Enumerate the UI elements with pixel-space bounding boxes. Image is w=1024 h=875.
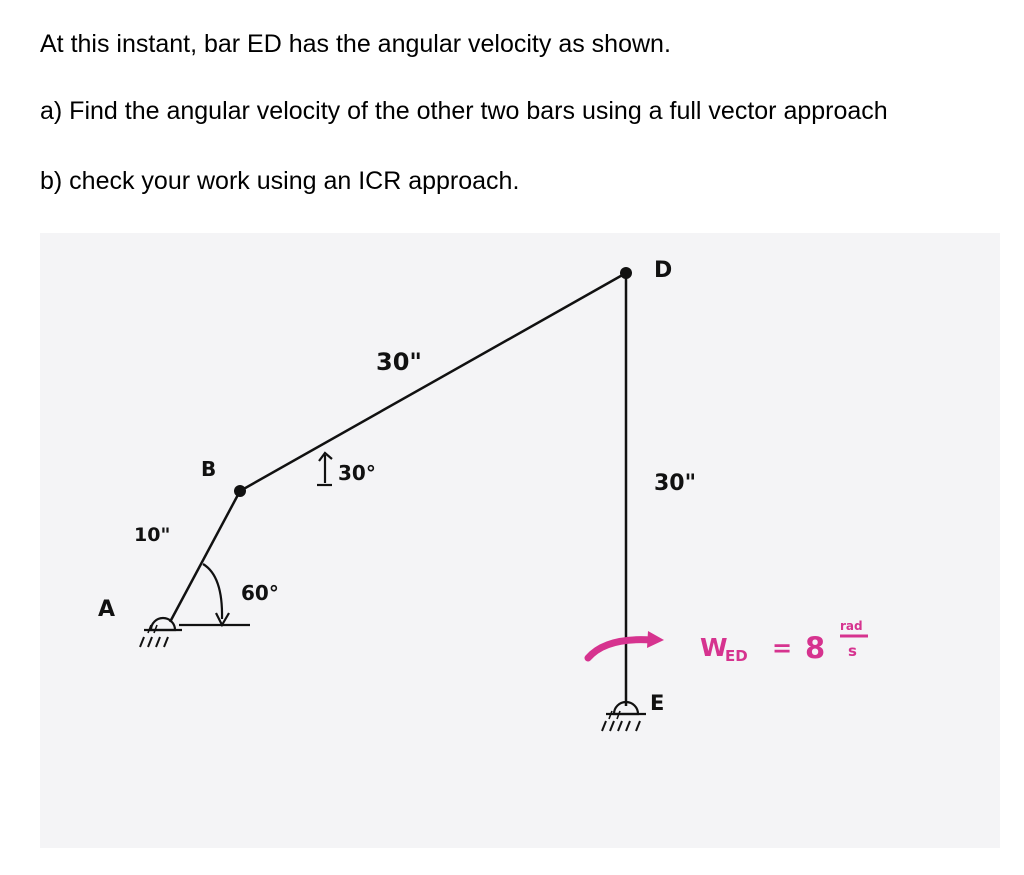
unit-denominator: s	[848, 642, 857, 660]
point-label-b: B	[201, 457, 217, 481]
point-label-d: D	[654, 258, 673, 283]
length-label-ab: 10"	[134, 524, 171, 546]
angle-arc-ab	[203, 564, 222, 619]
omega-arrowhead	[647, 631, 664, 648]
problem-statement: At this instant, bar ED has the angular velocity as shown.	[40, 30, 671, 58]
point-label-a: A	[98, 597, 116, 622]
joint-b	[234, 485, 246, 497]
point-label-e: E	[650, 691, 665, 715]
omega-subscript: ED	[725, 647, 748, 665]
omega-value: 8	[805, 631, 826, 665]
bar-ab	[170, 491, 240, 622]
angle-label-ab: 60°	[241, 581, 279, 605]
pin-support-a	[140, 618, 182, 647]
linkage-diagram	[40, 233, 1000, 848]
omega-arc	[588, 640, 652, 658]
unit-numerator: rad	[840, 619, 863, 633]
pin-support-e	[602, 702, 646, 731]
angle-label-bd: 30°	[338, 461, 376, 485]
length-label-bd: 30"	[376, 348, 422, 376]
linkage-figure	[40, 233, 1000, 848]
angular-velocity-label	[700, 619, 868, 665]
omega-symbol: W	[700, 633, 728, 662]
question-part-a: a) Find the angular velocity of the other two bars using a full vector approach	[40, 97, 888, 125]
equals-sign: =	[772, 634, 793, 662]
question-part-b: b) check your work using an ICR approach.	[40, 167, 520, 195]
joint-d	[620, 267, 632, 279]
length-label-ed: 30"	[654, 471, 697, 496]
bar-bd	[240, 273, 626, 491]
